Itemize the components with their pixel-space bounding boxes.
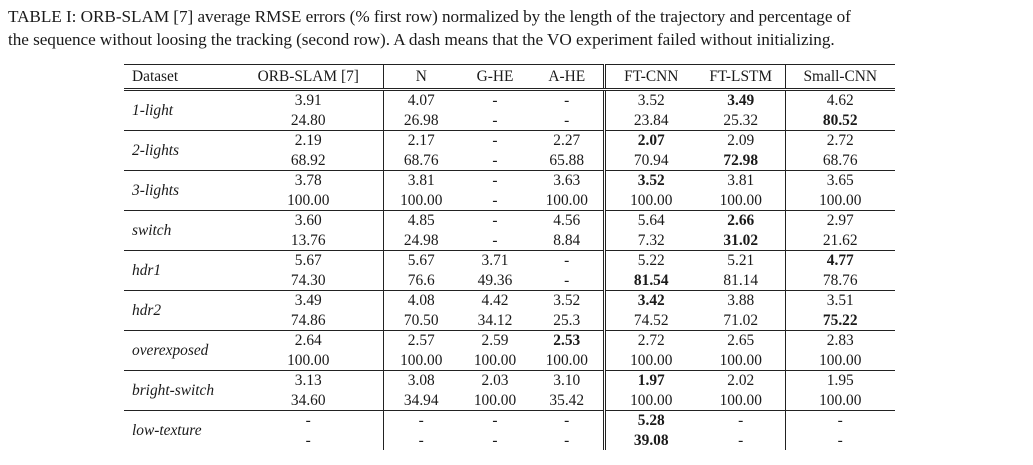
cell-a-he [531, 251, 604, 291]
rmse-value: 5.22 [637, 252, 665, 269]
tracking-value: 76.6 [407, 271, 435, 289]
rmse-value: 2.64 [294, 332, 322, 349]
tracking-value: 24.80 [290, 111, 326, 129]
tracking-value: 72.98 [723, 151, 759, 169]
header-small-cnn: Small-CNN [785, 65, 895, 90]
tracking-value: 34.60 [290, 391, 326, 409]
rmse-value: 4.85 [407, 212, 435, 229]
cell-g-he [459, 171, 531, 211]
rmse-value: 2.27 [553, 132, 581, 149]
cell-a-he [531, 211, 604, 251]
cell-ft-cnn [604, 251, 697, 291]
cell-ft-lstm [697, 131, 785, 171]
cell-orb-slam [234, 90, 383, 131]
cell-ft-lstm [697, 331, 785, 371]
header-ft-cnn: FT-CNN [604, 65, 697, 90]
tracking-value: - [564, 111, 570, 129]
rmse-value: 5.64 [637, 212, 665, 229]
cell-ft-cnn [604, 371, 697, 411]
cell-small-cnn [785, 251, 895, 291]
rmse-value: 2.09 [727, 132, 755, 149]
rmse-value: 2.53 [553, 332, 581, 349]
tracking-value: 100.00 [400, 351, 443, 369]
cell-orb-slam [234, 211, 383, 251]
rmse-value: - [492, 92, 498, 109]
tracking-value: 100.00 [719, 391, 762, 409]
caption-line-1: TABLE I: ORB-SLAM [7] average RMSE errors (% first row) normalized by the length of the trajectory and percentage of [8, 7, 851, 26]
rmse-value: - [492, 212, 498, 229]
header-dataset: Dataset [124, 65, 234, 90]
rmse-value: 3.88 [727, 292, 755, 309]
tracking-value: - [738, 431, 744, 449]
results-table [124, 64, 895, 450]
cell-g-he [459, 411, 531, 451]
tracking-value: 70.94 [633, 151, 669, 169]
tracking-value: 100.00 [819, 191, 862, 209]
cell-a-he [531, 291, 604, 331]
cell-small-cnn [785, 171, 895, 211]
rmse-value: 2.17 [407, 132, 435, 149]
header-row [124, 65, 895, 90]
tracking-value: 8.84 [553, 231, 581, 249]
cell-a-he [531, 411, 604, 451]
tracking-value: 13.76 [290, 231, 326, 249]
tracking-value: 80.52 [822, 111, 858, 129]
tracking-value: 31.02 [723, 231, 759, 249]
header-orb-slam: ORB-SLAM [7] [234, 65, 383, 90]
rmse-value: 4.62 [826, 92, 854, 109]
dataset-name: bright-switch [124, 371, 234, 411]
cell-orb-slam [234, 411, 383, 451]
rmse-value: 4.07 [407, 92, 435, 109]
cell-ft-lstm [697, 90, 785, 131]
cell-a-he [531, 171, 604, 211]
cell-n [383, 171, 459, 211]
cell-n [383, 131, 459, 171]
cell-g-he [459, 90, 531, 131]
header-a-he: A-HE [531, 65, 604, 90]
rmse-value: 3.08 [407, 372, 435, 389]
tracking-value: 100.00 [630, 191, 673, 209]
rmse-value: 1.97 [637, 372, 665, 389]
rmse-value: 4.42 [481, 292, 509, 309]
tracking-value: 100.00 [473, 351, 517, 369]
rmse-value: 5.21 [727, 252, 755, 269]
rmse-value: 3.52 [637, 172, 665, 189]
cell-orb-slam [234, 171, 383, 211]
rmse-value: 3.42 [637, 292, 665, 309]
tracking-value: 34.94 [403, 391, 439, 409]
cell-a-he [531, 90, 604, 131]
cell-ft-lstm [697, 251, 785, 291]
rmse-value: 2.72 [826, 132, 854, 149]
cell-g-he [459, 131, 531, 171]
tracking-value: 49.36 [477, 271, 513, 289]
rmse-value: 3.91 [294, 92, 322, 109]
rmse-value: 4.08 [407, 292, 435, 309]
rmse-value: 5.28 [637, 412, 665, 429]
rmse-value: 3.81 [727, 172, 755, 189]
tracking-value: 100.00 [630, 391, 673, 409]
tracking-value: 23.84 [633, 111, 669, 129]
cell-g-he [459, 251, 531, 291]
table-row [124, 131, 895, 171]
tracking-value: 25.3 [553, 311, 581, 329]
rmse-value: 2.83 [826, 332, 854, 349]
rmse-value: 2.65 [727, 332, 755, 349]
tracking-value: 100.00 [400, 191, 443, 209]
tracking-value: 100.00 [819, 391, 862, 409]
cell-orb-slam [234, 291, 383, 331]
rmse-value: 2.66 [727, 212, 755, 229]
tracking-value: 100.00 [287, 191, 330, 209]
tracking-value: 100.00 [545, 191, 588, 209]
tracking-value: - [564, 271, 570, 289]
tracking-value: 100.00 [545, 351, 588, 369]
tracking-value: 68.76 [403, 151, 439, 169]
tracking-value: - [492, 431, 498, 449]
tracking-value: 74.52 [633, 311, 669, 329]
table-row [124, 251, 895, 291]
dataset-name: hdr1 [124, 251, 234, 291]
rmse-value: - [418, 412, 424, 429]
rmse-value: - [837, 412, 843, 429]
cell-g-he [459, 291, 531, 331]
caption-line-2: the sequence without loosing the tracking (second row). A dash means that the VO experiment failed without initializing. [8, 30, 835, 49]
tracking-value: - [564, 431, 570, 449]
cell-ft-lstm [697, 371, 785, 411]
tracking-value: - [492, 231, 498, 249]
rmse-value: 2.72 [637, 332, 665, 349]
rmse-value: 1.95 [826, 372, 854, 389]
rmse-value: 2.03 [481, 372, 509, 389]
cell-a-he [531, 131, 604, 171]
cell-small-cnn [785, 211, 895, 251]
rmse-value: - [492, 172, 498, 189]
rmse-value: 5.67 [294, 252, 322, 269]
rmse-value: - [738, 412, 744, 429]
cell-small-cnn [785, 371, 895, 411]
cell-n [383, 90, 459, 131]
dataset-name: overexposed [124, 331, 234, 371]
rmse-value: 2.07 [637, 132, 665, 149]
cell-n [383, 291, 459, 331]
tracking-value: 24.98 [403, 231, 439, 249]
dataset-name: hdr2 [124, 291, 234, 331]
table-row [124, 211, 895, 251]
rmse-value: 3.81 [407, 172, 435, 189]
rmse-value: 3.63 [553, 172, 581, 189]
cell-g-he [459, 371, 531, 411]
rmse-value: 2.57 [407, 332, 435, 349]
rmse-value: 2.19 [294, 132, 322, 149]
header-ft-lstm: FT-LSTM [697, 65, 785, 90]
table-row [124, 331, 895, 371]
header-n: N [383, 65, 459, 90]
tracking-value: 68.76 [822, 151, 858, 169]
cell-n [383, 251, 459, 291]
rmse-value: 3.49 [294, 292, 322, 309]
table-row [124, 171, 895, 211]
table-caption [8, 5, 1028, 51]
rmse-value: 3.60 [294, 212, 322, 229]
dataset-name: switch [124, 211, 234, 251]
tracking-value: 68.92 [290, 151, 326, 169]
rmse-value: 3.52 [553, 292, 581, 309]
rmse-value: 3.78 [294, 172, 322, 189]
cell-small-cnn [785, 90, 895, 131]
cell-ft-lstm [697, 211, 785, 251]
tracking-value: 26.98 [403, 111, 439, 129]
cell-orb-slam [234, 251, 383, 291]
tracking-value: - [305, 431, 311, 449]
dataset-name: 2-lights [124, 131, 234, 171]
rmse-value: 3.10 [553, 372, 581, 389]
tracking-value: 78.76 [822, 271, 858, 289]
tracking-value: 81.54 [633, 271, 669, 289]
rmse-value: 3.52 [637, 92, 665, 109]
tracking-value: 7.32 [637, 231, 665, 249]
rmse-value: - [564, 92, 570, 109]
cell-ft-cnn [604, 131, 697, 171]
tracking-value: 65.88 [549, 151, 585, 169]
tracking-value: - [837, 431, 843, 449]
cell-a-he [531, 371, 604, 411]
rmse-value: 3.71 [481, 252, 509, 269]
table-row [124, 90, 895, 131]
tracking-value: 100.00 [287, 351, 330, 369]
tracking-value: 39.08 [633, 431, 669, 449]
rmse-value: 3.49 [727, 92, 755, 109]
table-row [124, 371, 895, 411]
dataset-name: low-texture [132, 422, 202, 439]
cell-n [383, 371, 459, 411]
cell-small-cnn [785, 411, 895, 451]
cell-ft-lstm [697, 411, 785, 451]
tracking-value: - [492, 111, 498, 129]
cell-ft-cnn [604, 411, 697, 451]
tracking-value: 81.14 [723, 271, 759, 289]
tracking-value: 70.50 [403, 311, 439, 329]
tracking-value: 100.00 [630, 351, 673, 369]
cell-small-cnn [785, 331, 895, 371]
rmse-value: 2.02 [727, 372, 755, 389]
rmse-value: 2.59 [481, 332, 509, 349]
cell-g-he [459, 331, 531, 371]
tracking-value: 75.22 [822, 311, 858, 329]
header-g-he: G-HE [459, 65, 531, 90]
rmse-value: 3.13 [294, 372, 322, 389]
cell-ft-cnn [604, 171, 697, 211]
tracking-value: 100.00 [819, 351, 862, 369]
cell-ft-cnn [604, 90, 697, 131]
table-row [124, 291, 895, 331]
cell-g-he [459, 211, 531, 251]
tracking-value: 74.30 [290, 271, 326, 289]
tracking-value: 100.00 [473, 391, 517, 409]
cell-orb-slam [234, 331, 383, 371]
tracking-value: 34.12 [477, 311, 513, 329]
cell-ft-lstm [697, 171, 785, 211]
cell-a-he [531, 331, 604, 371]
dataset-name: 3-lights [124, 171, 234, 211]
tracking-value: 74.86 [290, 311, 326, 329]
rmse-value: - [564, 412, 570, 429]
cell-ft-cnn [604, 291, 697, 331]
cell-ft-lstm [697, 291, 785, 331]
rmse-value: 4.77 [826, 252, 854, 269]
rmse-value: 3.65 [826, 172, 854, 189]
tracking-value: 100.00 [719, 191, 762, 209]
rmse-value: - [564, 252, 570, 269]
rmse-value: 5.67 [407, 252, 435, 269]
tracking-value: - [418, 431, 424, 449]
rmse-value: 3.51 [826, 292, 854, 309]
rmse-value: 4.56 [553, 212, 581, 229]
dataset-name: 1-light [124, 90, 234, 131]
tracking-value: 71.02 [723, 311, 759, 329]
tracking-value: 35.42 [549, 391, 585, 409]
tracking-value: 25.32 [723, 111, 759, 129]
cell-small-cnn [785, 131, 895, 171]
rmse-value: - [492, 412, 498, 429]
rmse-value: - [305, 412, 311, 429]
cell-orb-slam [234, 371, 383, 411]
cell-n [383, 331, 459, 371]
cell-ft-cnn [604, 211, 697, 251]
cell-n [383, 411, 459, 451]
cell-n [383, 211, 459, 251]
tracking-value: 100.00 [719, 351, 762, 369]
tracking-value: 21.62 [822, 231, 858, 249]
rmse-value: - [492, 132, 498, 149]
cell-small-cnn [785, 291, 895, 331]
table-row [124, 411, 895, 451]
tracking-value: - [492, 151, 498, 169]
rmse-value: 2.97 [826, 212, 854, 229]
cell-ft-cnn [604, 331, 697, 371]
tracking-value: - [492, 191, 498, 209]
cell-orb-slam [234, 131, 383, 171]
